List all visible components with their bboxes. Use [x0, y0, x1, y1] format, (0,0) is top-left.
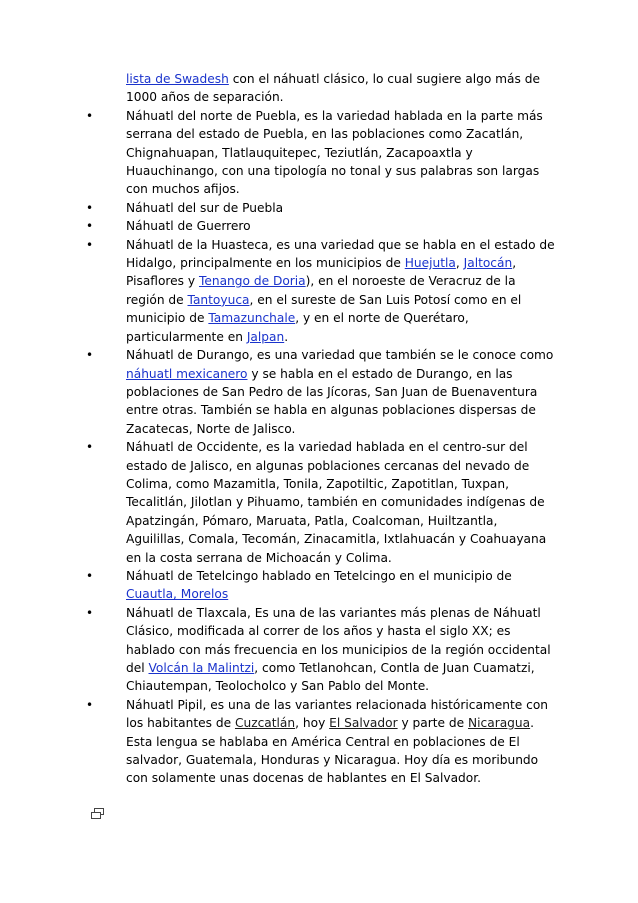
inline-link[interactable]: Tantoyuca: [187, 292, 250, 307]
list-item-text: Náhuatl de Occidente, es la variedad hablada en el centro-sur del estado de Jalisco, en algunas poblaciones cercanas del nevado de Colima, como Mazamitla, Tonila, Zapotiltic, Zapotitlan, Tuxpan, Tecalitlán, Jilotlan y Pihuamo, también en comunidades indígenas de Apatzingán, Pómaro, Maruata, Patla, Coalcoman, Huiltzantla, Aguilillas, Comala, Tecomán, Zinacamitla, Ixtlahuacán y Coahuayana en la costa serrana de Michoacán y Colima.: [126, 440, 547, 565]
list-item-text: Náhuatl de Durango, es una variedad que también se le conoce como: [126, 348, 554, 363]
list-item-text: y se habla en el estado de Durango, en las poblaciones de San Pedro de las Jícoras, San Juan de Buenaventura entre otras. También se habla en algunas poblaciones dispersas de Zacatecas, Norte de Jalisco.: [126, 366, 538, 436]
list-item-text: .: [284, 329, 289, 344]
list-item-text: , en el sureste de San Luis Potosí como en el municipio de: [126, 292, 522, 326]
document-body: [86, 70, 556, 788]
intro-paragraph: [126, 70, 556, 107]
list-item: [86, 438, 556, 567]
inline-link[interactable]: Cuzcatlán: [234, 716, 296, 731]
inline-link[interactable]: Tenango de Doria: [198, 274, 306, 289]
list-item: [86, 107, 556, 199]
list-item-text: Náhuatl de la Huasteca, es una variedad que se habla en el estado de Hidalgo, principalmente en los municipios de: [126, 237, 555, 271]
inline-link[interactable]: Huejutla: [404, 256, 456, 271]
bullet-icon: •: [86, 697, 94, 712]
bullet-icon: •: [86, 219, 94, 234]
link-lista-de-swadesh[interactable]: lista de Swadesh: [126, 72, 229, 86]
list-item-text: Náhuatl de Guerrero: [126, 219, 251, 234]
bullet-icon: •: [86, 200, 94, 215]
list-item-text: , hoy: [295, 716, 330, 731]
list-item-text: , como Tetlanohcan, Contla de Juan Cuamatzi, Chiautempan, Teolocholco y San Pablo del Monte.: [126, 661, 535, 694]
list-item-text: . Esta lengua se hablaba en América Central en poblaciones de El salvador, Guatemala, Honduras y Nicaragua. Hoy día es moribundo con solamente unas docenas de hablantes en El Salvador.: [126, 716, 539, 786]
intro-text: con el náhuatl clásico, lo cual sugiere algo más de 1000 años de separación.: [126, 72, 540, 105]
list-item-text: Náhuatl de Tlaxcala, Es una de las variantes más plenas de Náhuatl Clásico, modificada al correr de los años y hasta el siglo XX; es hablado con más frecuencia en los municipios de la región occidental del: [126, 605, 551, 675]
list-item-text: ), en el noroeste de Veracruz de la región de: [126, 274, 516, 307]
restore-window-icon[interactable]: [90, 808, 106, 820]
inline-link[interactable]: El Salvador: [329, 716, 398, 731]
list-item-text: , Pisaflores y: [126, 256, 517, 289]
list-item-text: , y en el norte de Querétaro, particularmente en: [126, 311, 469, 344]
bullet-icon: •: [86, 348, 94, 363]
bullet-icon: •: [86, 568, 94, 583]
bullet-icon: •: [86, 605, 94, 620]
inline-link[interactable]: Cuautla, Morelos: [126, 587, 229, 602]
variants-list: [86, 107, 556, 788]
list-item: [86, 567, 556, 604]
inline-link[interactable]: náhuatl mexicanero: [126, 366, 248, 381]
list-item: [86, 236, 556, 346]
list-item-text: y parte de: [397, 716, 469, 731]
inline-link[interactable]: Tamazunchale: [208, 311, 296, 326]
inline-link[interactable]: Jaltocán: [463, 256, 513, 271]
list-item-text: Náhuatl del norte de Puebla, es la variedad hablada en la parte más serrana del estado de Puebla, en las poblaciones como Zacatlán, Chignahuapan, Tlatlauquitepec, Teziutlán, Zacapoaxtla y Huauchinango, con una tipología no tonal y sus palabras son largas con muchos afijos.: [126, 108, 543, 197]
bullet-icon: •: [86, 237, 94, 252]
list-item-text: Náhuatl Pipil, es una de las variantes relacionada históricamente con los habitantes de: [126, 697, 549, 731]
inline-link[interactable]: Jalpan: [246, 329, 285, 344]
list-item: [86, 217, 556, 235]
list-item-text: ,: [455, 256, 464, 271]
inline-link[interactable]: Volcán la Malintzi: [148, 661, 255, 675]
list-item-text: Náhuatl del sur de Puebla: [126, 200, 284, 215]
bullet-icon: •: [86, 108, 94, 123]
list-item: [86, 199, 556, 217]
list-item: [86, 346, 556, 438]
list-item: [86, 696, 556, 788]
bullet-icon: •: [86, 440, 94, 455]
list-item-text: Náhuatl de Tetelcingo hablado en Tetelcingo en el municipio de: [126, 568, 512, 583]
inline-link[interactable]: Nicaragua: [468, 716, 531, 731]
list-item: [86, 604, 556, 696]
